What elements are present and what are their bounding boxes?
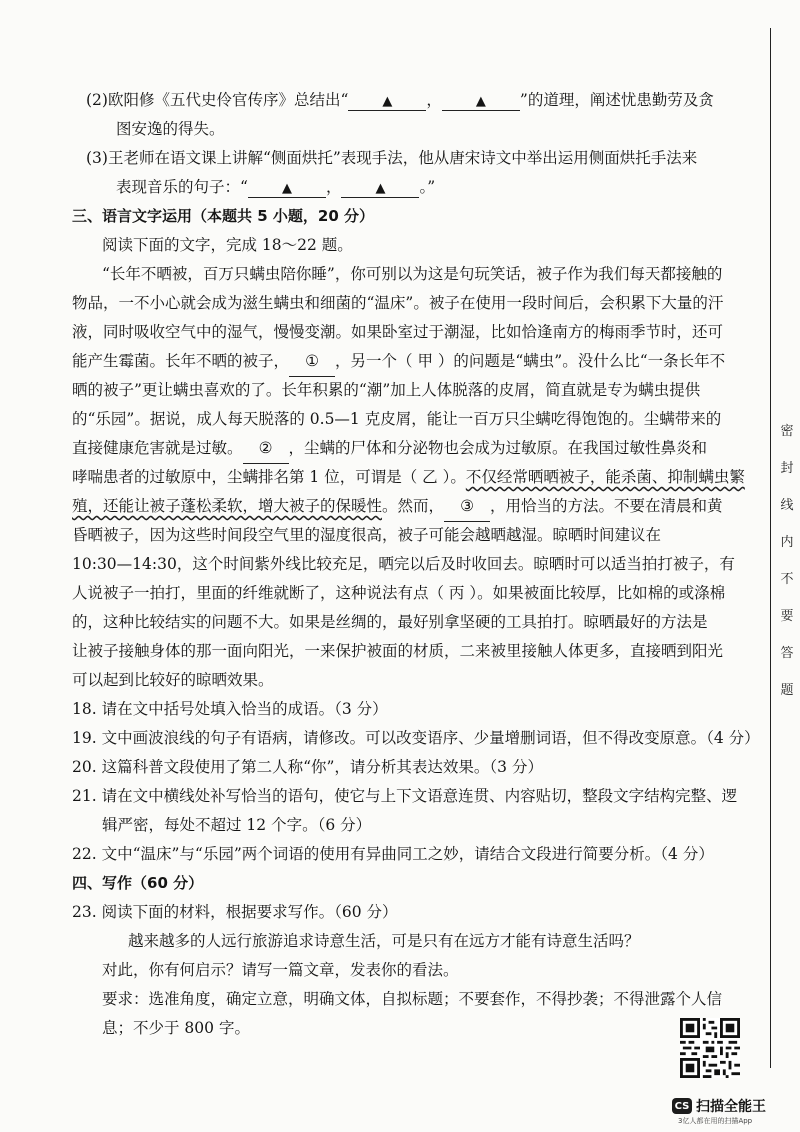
passage-line: 可以起到比较好的晾晒效果。 (72, 671, 274, 689)
passage-line: 10:30—14:30，这个时间紫外线比较充足，晒完以后及时收回去。晾晒时可以适当拍打被子，有 (72, 555, 735, 573)
answer-blank: ▲ (341, 177, 419, 198)
passage-line: 液，同时吸收空气中的湿气，慢慢变潮。如果卧室过于潮湿，比如恰逢南方的梅雨季节时，还可 (72, 323, 724, 341)
passage-line: 物品，一不小心就会成为滋生螨虫和细菌的“温床”。被子在使用一段时间后，会积累下大量的汗 (72, 294, 724, 312)
passage-line: 哮喘患者的过敏原中，尘螨排名第 1 位，可谓是（ 乙 ）。不仅经常晒晒被子，能杀菌、抑制螨虫繁 (72, 468, 745, 486)
question-3-line2: 表现音乐的句子：“ ▲ ， ▲ 。” (116, 178, 436, 196)
passage-line: 的“乐园”。据说，成人每天脱落的 0.5—1 克皮屑，能让一百万只尘螨吃得饱饱的。尘螨带来的 (72, 410, 722, 428)
fill-blank-2: ② (243, 434, 289, 464)
seal-line (770, 28, 771, 1068)
question-23: 23. 阅读下面的材料，根据要求写作。（60 分） (72, 903, 398, 921)
passage-line: 能产生霉菌。长年不晒的被子， ① ，另一个（ 甲 ）的问题是“螨虫”。没什么比“一条长年不 (72, 347, 752, 376)
question-2-line1: (2)欧阳修《五代史伶官传序》总结出“ ▲ ， ▲ ”的道理，阐述忧患勤劳及贪 (86, 91, 714, 109)
section-3-instruction: 阅读下面的文字，完成 18～22 题。 (102, 236, 353, 254)
passage-line: 昏晒被子，因为这些时间段空气里的湿度很高，被子可能会越晒越湿。晾晒时间建议在 (72, 526, 662, 544)
passage-line: 的，这种比较结实的问题不大。如果是丝绸的，最好别拿坚硬的工具拍打。晾晒最好的方法是 (72, 613, 708, 631)
scanner-watermark: CS 扫描全能王 (672, 1096, 766, 1116)
writing-requirements-line2: 息；不少于 800 字。 (102, 1019, 250, 1037)
answer-blank: ▲ (348, 90, 426, 111)
question-21-line2: 辑严密，每处不超过 12 个字。（6 分） (102, 816, 372, 834)
wavy-underlined-sentence: 不仅经常晒晒被子，能杀菌、抑制螨虫繁 (465, 468, 745, 486)
fill-blank-3: ③ (444, 492, 490, 522)
question-18: 18. 请在文中括号处填入恰当的成语。（3 分） (72, 700, 388, 718)
question-2-line2: 图安逸的得失。 (116, 120, 225, 138)
section-4-title: 四、写作（60 分） (72, 874, 204, 892)
question-22: 22. 文中“温床”与“乐园”两个词语的使用有异曲同工之妙，请结合文段进行简要分析。（4 分） (72, 845, 714, 863)
passage-line: 让被子接触身体的那一面向阳光，一来保护被面的材质，二来被里接触人体更多，直接晒到阳光 (72, 642, 724, 660)
camscanner-logo-icon: CS (672, 1098, 692, 1114)
exam-content (72, 86, 760, 1043)
answer-blank: ▲ (248, 177, 326, 198)
fill-blank-1: ① (289, 347, 335, 377)
passage-line: 晒的被子”更让螨虫喜欢的了。长年积累的“潮”加上人体脱落的皮屑，简直就是专为螨虫提供 (72, 381, 701, 399)
seal-line-notice: 密 封 线 内 不 要 答 题 (780, 424, 794, 698)
writing-requirements-line1: 要求：选准角度，确定立意，明确文体，自拟标题；不要套作，不得抄袭；不得泄露个人信 (102, 990, 723, 1008)
writing-prompt: 对此，你有何启示？请写一篇文章，发表你的看法。 (102, 961, 459, 979)
question-20: 20. 这篇科普文段使用了第二人称“你”，请分析其表达效果。（3 分） (72, 758, 543, 776)
wavy-underlined-sentence: 殖，还能让被子蓬松柔软，增大被子的保暖性 (72, 497, 383, 515)
answer-blank: ▲ (442, 90, 520, 111)
question-3-line1: (3)王老师在语文课上讲解“侧面烘托”表现手法，他从唐宋诗文中举出运用侧面烘托手法来 (86, 149, 698, 167)
qr-code-icon (680, 1018, 740, 1078)
passage-line: “长年不晒被，百万只螨虫陪你睡”，你可别以为这是句玩笑话，被子作为我们每天都接触的 (102, 265, 723, 283)
question-19: 19. 文中画波浪线的句子有语病，请修改。可以改变语序、少量增删词语，但不得改变原意。（4 分） (72, 729, 760, 747)
writing-material: 越来越多的人远行旅游追求诗意生活，可是只有在远方才能有诗意生活吗？ (128, 932, 640, 950)
passage-line: 人说被子一拍打，里面的纤维就断了，这种说法有点（ 丙 ）。如果被面比较厚，比如棉的或涤棉 (72, 584, 726, 602)
section-3-title: 三、语言文字运用（本题共 5 小题，20 分） (72, 207, 374, 225)
passage-line: 直接健康危害就是过敏。 ② ，尘螨的尸体和分泌物也会成为过敏原。在我国过敏性鼻炎和 (72, 434, 752, 463)
passage-line: 殖，还能让被子蓬松柔软，增大被子的保暖性。然而， ③ ，用恰当的方法。不要在清晨和黄 (72, 492, 752, 521)
question-21-line1: 21. 请在文中横线处补写恰当的语句，使它与上下文语意连贯、内容贴切，整段文字结构完整、逻 (72, 787, 738, 805)
scanner-watermark-subtitle: 3亿人都在用的扫描App (678, 1117, 753, 1125)
